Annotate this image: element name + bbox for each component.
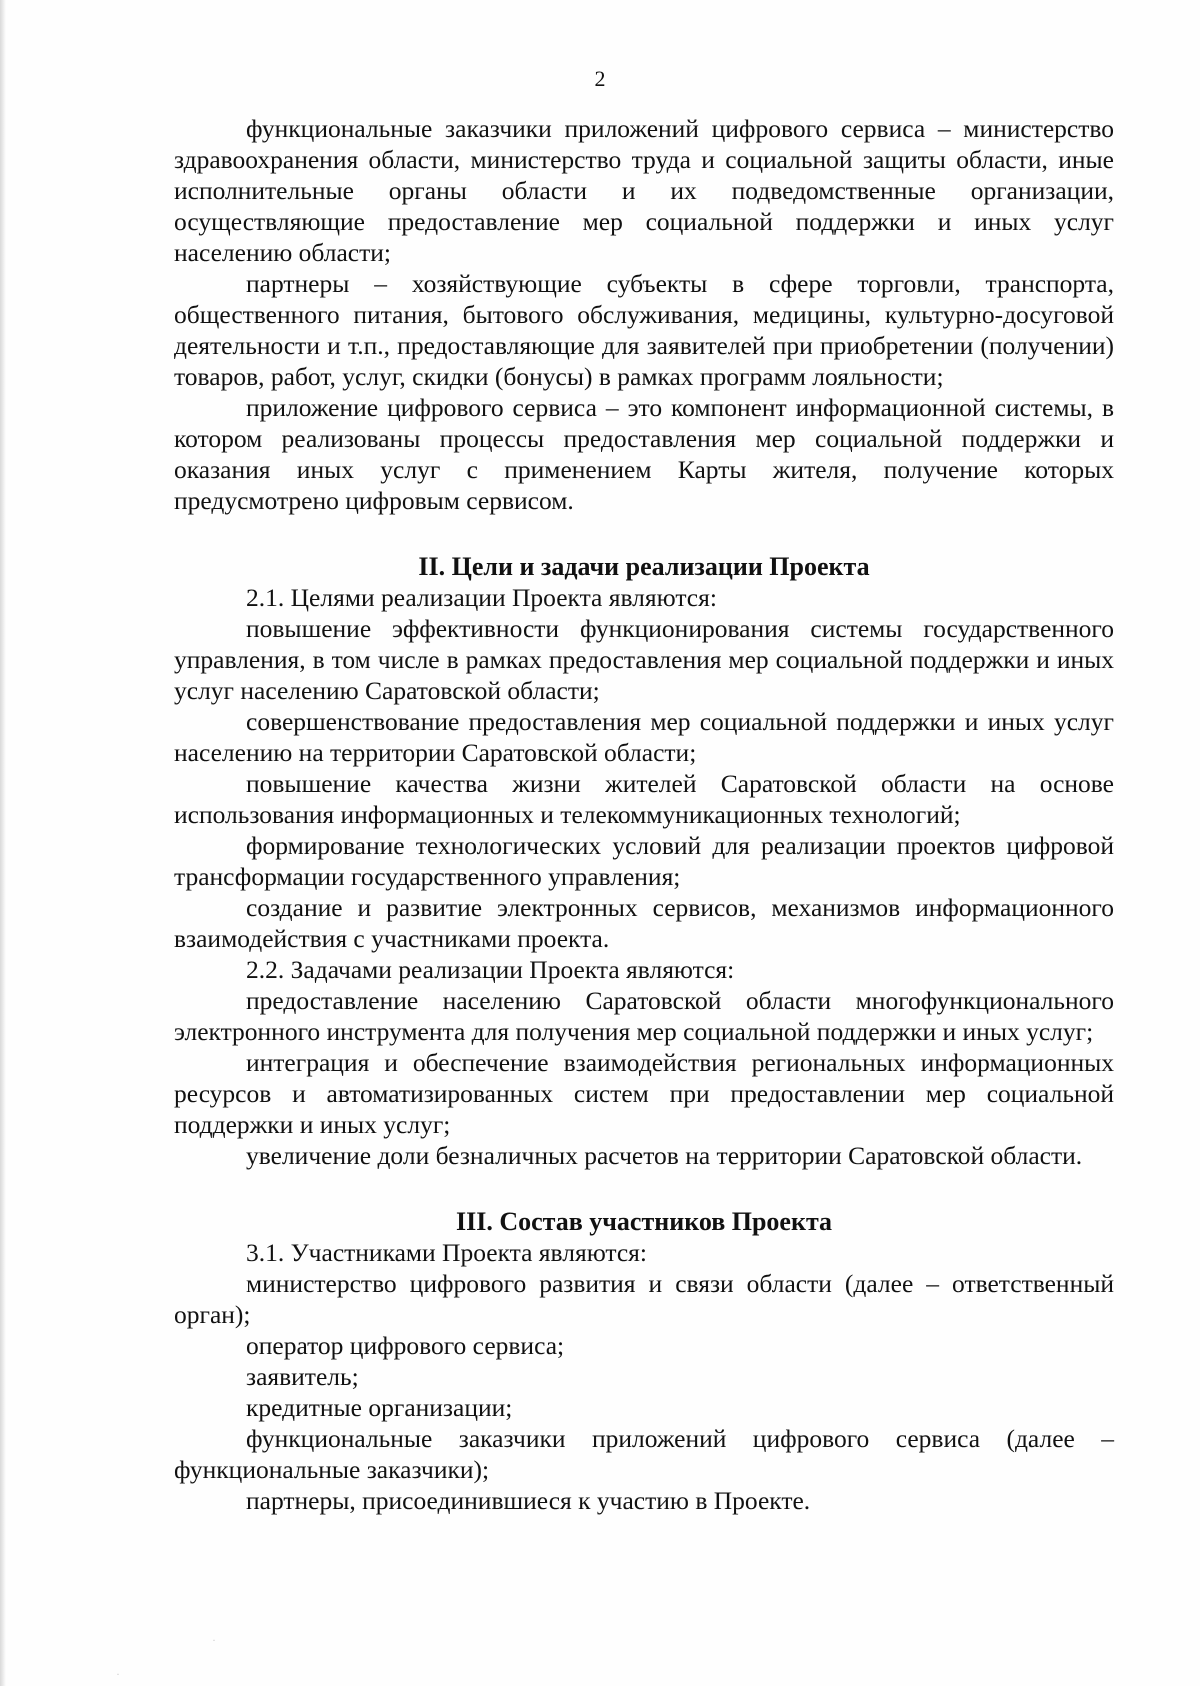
paragraph: повышение эффективности функционирования системы государственного управления, в том числе в рамках предоставления мер социальной поддержки и иных услуг населению Саратовской области;	[174, 614, 1114, 705]
paragraph: интеграция и обеспечение взаимодействия региональных информационных ресурсов и автоматизированных систем при предоставлении мер социальной поддержки и иных услуг;	[174, 1048, 1114, 1139]
paragraph: 3.1. Участниками Проекта являются:	[246, 1238, 647, 1267]
scan-speck: ·	[116, 1667, 120, 1681]
paragraph: партнеры – хозяйствующие субъекты в сфере торговли, транспорта, общественного питания, бытового обслуживания, медицины, культурно-досуговой деятельности и т.п., предоставляющие для заявителей при приобретении (получении) товаров, работ, услуг, скидки (бонусы) в рамках программ лояльности;	[174, 269, 1114, 391]
paragraph: кредитные организации;	[246, 1393, 513, 1422]
section-heading: II. Цели и задачи реализации Проекта	[418, 552, 870, 581]
paragraph: увеличение доли безналичных расчетов на территории Саратовской области.	[246, 1141, 1083, 1170]
document-body	[174, 113, 1114, 1516]
paragraph: совершенствование предоставления мер социальной поддержки и иных услуг населению на территории Саратовской области;	[174, 707, 1114, 767]
page-number: 2	[594, 66, 606, 91]
paragraph: создание и развитие электронных сервисов, механизмов информационного взаимодействия с участниками проекта.	[174, 893, 1114, 953]
scan-speck: ·	[212, 1633, 216, 1647]
paragraph: функциональные заказчики приложений цифрового сервиса – министерство здравоохранения области, министерство труда и социальной защиты области, иные исполнительные органы области и их подведомственные организации, осуществляющие предоставление мер социальной поддержки и иных услуг населению области;	[174, 114, 1114, 267]
paragraph: заявитель;	[246, 1362, 359, 1391]
paragraph: приложение цифрового сервиса – это компонент информационной системы, в котором реализованы процессы предоставления мер социальной поддержки и оказания иных услуг с применением Карты жителя, получение которых предусмотрено цифровым сервисом.	[174, 393, 1114, 515]
paragraph: оператор цифрового сервиса;	[246, 1331, 565, 1360]
section-heading: III. Состав участников Проекта	[455, 1207, 833, 1236]
paragraph: министерство цифрового развития и связи области (далее – ответственный орган);	[174, 1269, 1114, 1329]
paragraph: предоставление населению Саратовской области многофункционального электронного инструмента для получения мер социальной поддержки и иных услуг;	[174, 986, 1114, 1046]
scan-edge	[0, 0, 6, 1686]
paragraph: повышение качества жизни жителей Саратовской области на основе использования информационных и телекоммуникационных технологий;	[174, 769, 1114, 829]
paragraph: формирование технологических условий для реализации проектов цифровой трансформации государственного управления;	[174, 831, 1114, 891]
paragraph: партнеры, присоединившиеся к участию в Проекте.	[246, 1486, 811, 1515]
paragraph: 2.2. Задачами реализации Проекта являются:	[246, 955, 735, 984]
paragraph: функциональные заказчики приложений цифрового сервиса (далее – функциональные заказчики);	[174, 1424, 1114, 1484]
paragraph: 2.1. Целями реализации Проекта являются:	[246, 583, 717, 612]
